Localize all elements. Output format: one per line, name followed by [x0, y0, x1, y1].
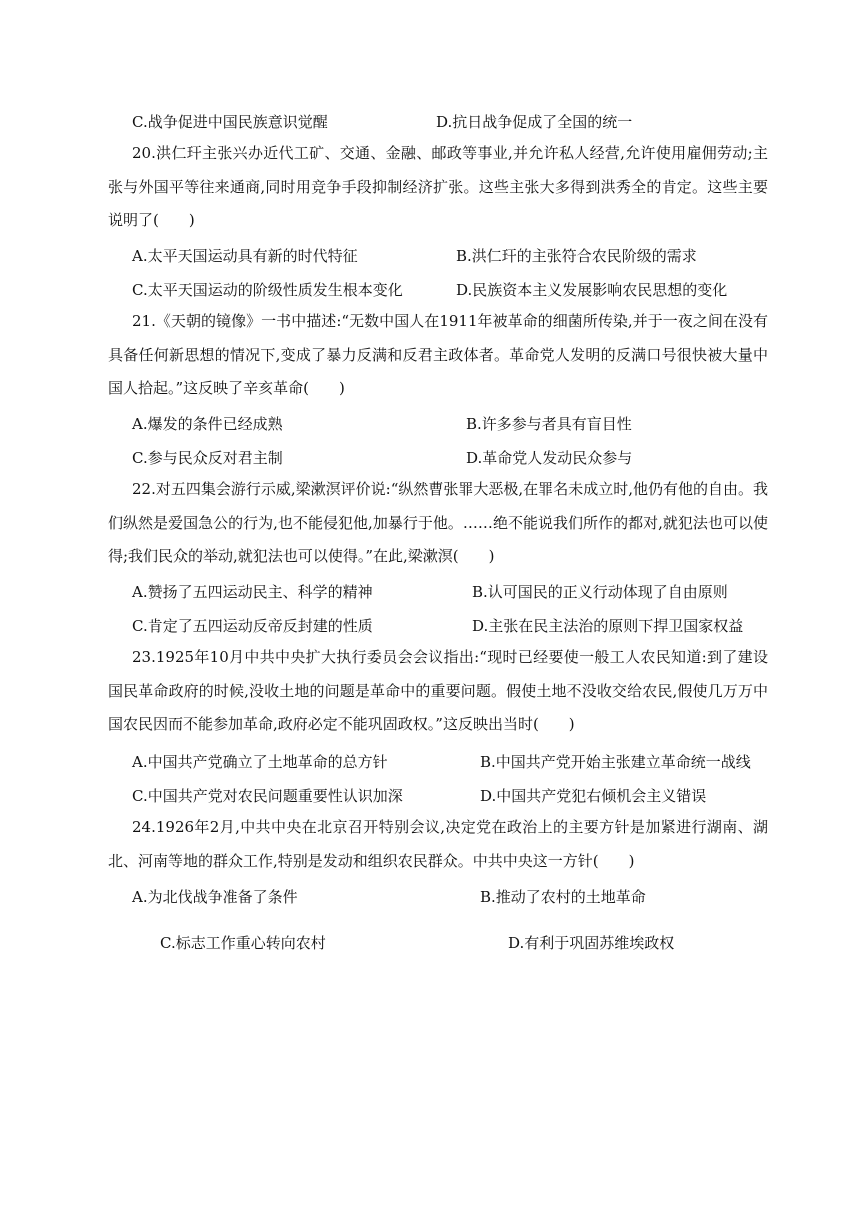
q20-option-a: A.太平天国运动具有新的时代特征	[132, 247, 358, 265]
q21-stem: 21.《天朝的镜像》一书中描述:“无数中国人在1911年被革命的细菌所传染,并于一夜之间在没有具备任何新思想的情况下,变成了暴力反满和反君主政体者。革命党人发明的反满口号很快被大量中国人拾起。”这反映了辛亥革命( )	[108, 312, 768, 397]
q22-option-c: C.肯定了五四运动反帝反封建的性质	[132, 617, 373, 635]
q24-option-d: D.有利于巩固苏维埃政权	[508, 934, 675, 952]
q20-option-c: C.太平天国运动的阶级性质发生根本变化	[132, 281, 403, 299]
q19-option-c: C.战争促进中国民族意识觉醒	[132, 113, 328, 131]
q24-option-c: C.标志工作重心转向农村	[160, 934, 326, 952]
q22-option-b: B.认可国民的正义行动体现了自由原则	[472, 583, 728, 601]
q24-option-a: A.为北伐战争准备了条件	[132, 888, 298, 906]
q23-stem: 23.1925年10月中共中央扩大执行委员会会议指出:“现时已经要使一般工人农民知道:到了建设国民革命政府的时候,没收土地的问题是革命中的重要问题。假使土地不没收交给农民,假使几万万中国农民因而不能参加革命,政府必定不能巩固政权。”这反映出当时( )	[108, 648, 768, 733]
q19-option-d: D.抗日战争促成了全国的统一	[436, 113, 633, 131]
q22-stem: 22.对五四集会游行示威,梁漱溟评价说:“纵然曹张罪大恶极,在罪名未成立时,他仍有他的自由。我们纵然是爱国急公的行为,也不能侵犯他,加暴行于他。……绝不能说我们所作的都对,就犯法也可以使得;我们民众的举动,就犯法也可以使得。”在此,梁漱溟( )	[108, 480, 768, 565]
q22-option-a: A.赞扬了五四运动民主、科学的精神	[132, 583, 373, 601]
q22-option-d: D.主张在民主法治的原则下捍卫国家权益	[472, 617, 744, 635]
q23-option-b: B.中国共产党开始主张建立革命统一战线	[480, 753, 751, 771]
q21-option-a: A.爆发的条件已经成熟	[132, 415, 283, 433]
q21-option-b: B.许多参与者具有盲目性	[466, 415, 632, 433]
q20-option-b: B.洪仁玕的主张符合农民阶级的需求	[456, 247, 697, 265]
q24-option-b: B.推动了农村的土地革命	[480, 888, 646, 906]
q20-option-d: D.民族资本主义发展影响农民思想的变化	[456, 281, 728, 299]
q24-stem: 24.1926年2月,中共中央在北京召开特别会议,决定党在政治上的主要方针是加紧进行湖南、湖北、河南等地的群众工作,特别是发动和组织农民群众。中共中央这一方针( )	[108, 818, 768, 870]
q23-option-d: D.中国共产党犯右倾机会主义错误	[480, 787, 707, 805]
q21-option-d: D.革命党人发动民众参与	[466, 449, 633, 467]
q23-option-c: C.中国共产党对农民问题重要性认识加深	[132, 787, 403, 805]
q23-option-a: A.中国共产党确立了土地革命的总方针	[132, 753, 388, 771]
q21-option-c: C.参与民众反对君主制	[132, 449, 283, 467]
q20-stem: 20.洪仁玕主张兴办近代工矿、交通、金融、邮政等事业,并允许私人经营,允许使用雇佣劳动;主张与外国平等往来通商,同时用竞争手段抑制经济扩张。这些主张大多得到洪秀全的肯定。这些主要说明了( )	[108, 144, 768, 229]
